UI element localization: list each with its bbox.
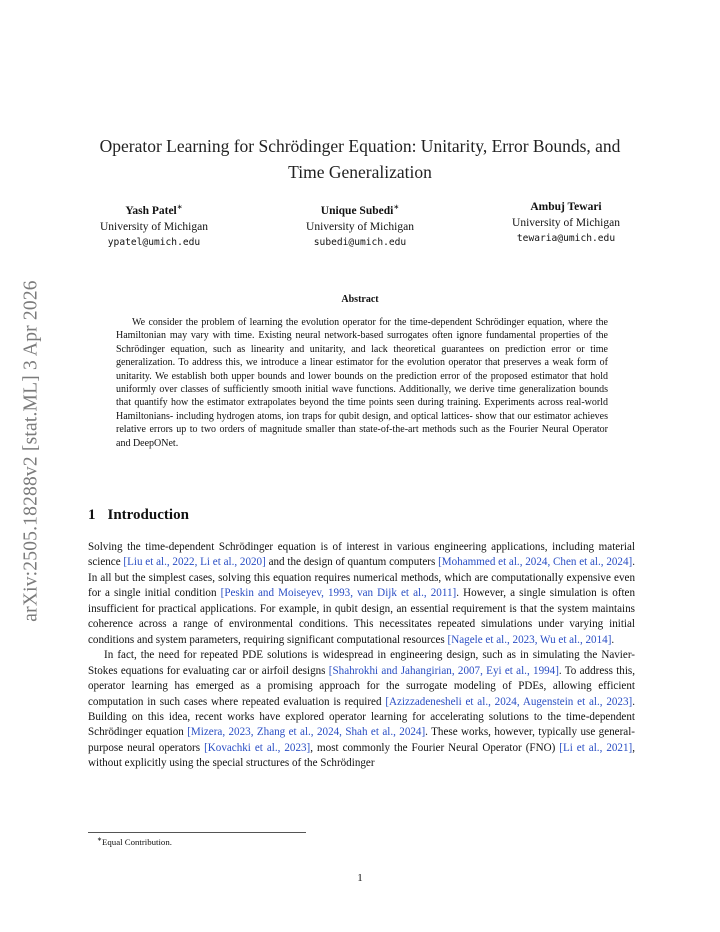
author-affiliation: University of Michigan (100, 220, 208, 233)
abstract-text: We consider the problem of learning the evolution operator for the time-dependent Schrödinger equation, where the Hamiltonian may vary with time. Existing neural network-based surrogates often ignore fundamental properties of the Schrödinger equation, such as linearity and unitarity, and lack theoretical guarantees on prediction error or time generalization. To address this, we introduce a linear estimator for the evolution operator that preserves a weak form of unitarity. We establish both upper bounds and lower bounds on the prediction error of the proposed estimator that hold uniformly over classes of sufficiently smooth initial wave functions. Additionally, we derive time generalization bounds that quantify how the estimator extrapolates beyond the time points seen during training. Experiments across real-world Hamiltonians- including hydrogen atoms, ion traps for qubit design, and optical lattices- show that our estimator achieves relative errors up to two orders of magnitude smaller than state-of-the-art methods such as the Fourier Neural Operator and DeepONet. (116, 317, 608, 449)
footnote-text: Equal Contribution. (102, 836, 172, 847)
arxiv-identifier (4, 256, 60, 646)
author-affiliation: University of Michigan (512, 217, 620, 229)
citation-link[interactable]: [Li et al., 2021] (559, 741, 633, 754)
citation-link[interactable]: [Mizera, 2023, Zhang et al., 2024, Shah et al., 2024] (187, 726, 426, 739)
author-2 (306, 199, 414, 251)
author-email[interactable]: tewaria@umich.edu (516, 233, 616, 244)
section-number: 1 (88, 507, 96, 523)
author-email[interactable]: subedi@umich.edu (313, 236, 407, 248)
abstract-heading: Abstract (341, 294, 379, 305)
citation-link[interactable]: [Shahrokhi and Jahangirian, 2007, Eyi et al., 1994] (328, 664, 559, 677)
author-affiliation: University of Michigan (306, 220, 414, 233)
citation-link[interactable]: [Mohammed et al., 2024, Chen et al., 2024] (438, 556, 633, 569)
text-run: , most commonly the Fourier Neural Operator (FNO) (310, 741, 560, 754)
citation-link[interactable]: [Liu et al., 2022, Li et al., 2020] (123, 556, 266, 569)
text-run: . These works, however, typically use general-purpose neural operators (88, 726, 635, 754)
text-run: In fact, the need for repeated PDE solutions is widespread in engineering design, such as in simulating the Navier-Stokes equations for evaluating car or airfoil designs (88, 649, 635, 677)
text-run: . (611, 633, 615, 646)
footnote (97, 836, 172, 847)
paper-title: Operator Learning for Schrödinger Equation: Unitarity, Error Bounds, and Time Generalization (99, 136, 621, 182)
citation-link[interactable]: [Nagele et al., 2023, Wu et al., 2014] (447, 633, 612, 646)
author-name: Ambuj Tewari (530, 201, 602, 213)
section-title: Introduction (107, 507, 189, 523)
equal-contribution-mark: ∗ (176, 203, 183, 211)
author-1 (100, 199, 208, 251)
body-text (88, 540, 635, 772)
paragraph (88, 648, 635, 772)
author-3 (512, 199, 620, 251)
footnote-rule (88, 832, 306, 833)
equal-contribution-mark: ∗ (393, 203, 400, 211)
section-heading (88, 507, 189, 524)
footnote-mark: ∗ (97, 837, 103, 843)
text-run: . However, a single simulation is often insufficient for practical applications. For example, in qubit design, an essential requirement is that the system maintains coherence across a range of environmental conditions. This necessitates repeated simulations under varying initial conditions and system parameters, requiring significant computational resources (88, 587, 636, 646)
author-name: Unique Subedi (320, 204, 394, 217)
text-run: . Building on this idea, recent works have explored operator learning for accelerating solutions to the time-dependent Schrödinger equation (88, 695, 635, 739)
citation-link[interactable]: [Azizzadenesheli et al., 2024, Augenstein et al., 2023] (385, 695, 633, 708)
text-run: Solving the time-dependent Schrödinger equation is of interest in various engineering applications, including material science (88, 541, 635, 569)
text-run: . To address this, operator learning has emerged as a promising approach for the surrogate modeling of PDEs, allowing efficient computation in such cases where repeated evaluation is required (88, 664, 636, 708)
text-run: and the design of quantum computers (265, 556, 439, 569)
citation-link[interactable]: [Peskin and Moiseyev, 1993, van Dijk et al., 2011] (220, 587, 457, 600)
citation-link[interactable]: [Kovachki et al., 2023] (204, 741, 311, 754)
author-email[interactable]: ypatel@umich.edu (107, 236, 201, 248)
author-name: Yash Patel (125, 204, 177, 217)
page-number: 1 (357, 872, 363, 884)
text-run: , without explicitly using the special structures of the Schrödinger (88, 741, 635, 770)
text-run: . In all but the simplest cases, solving this equation requires numerical methods, which are computationally expensive even for a single initial condition (88, 556, 635, 600)
paragraph (88, 540, 635, 648)
author-block (100, 199, 620, 251)
arxiv-identifier-text: arXiv:2505.18288v2 [stat.ML] 3 Apr 2026 (21, 280, 42, 622)
